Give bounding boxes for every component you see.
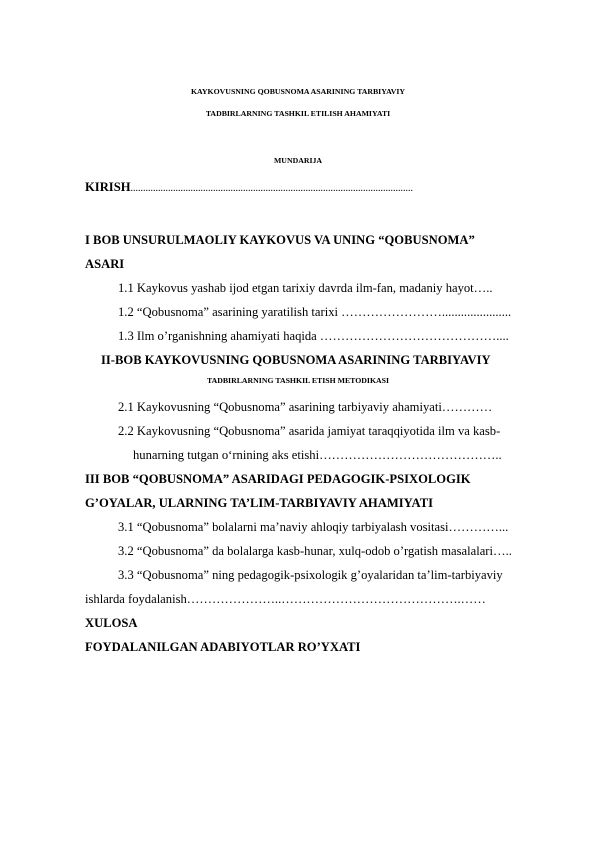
toc-item-3-1: 3.1 “Qobusnoma” bolalarni ma’naviy ahloqiy tarbiyalash vositasi…………... <box>118 520 509 534</box>
toc-item-2-2-line-2: hunarning tutgan o‘rnining aks etishi…………………………………….. <box>133 448 502 462</box>
toc-item-3-2: 3.2 “Qobusnoma” da bolalarga kasb-hunar, xulq-odob o’rgatish masalalari….. <box>118 544 512 558</box>
intro-entry <box>85 181 413 194</box>
toc-item-2-2-line-1: 2.2 Kaykovusning “Qobusnoma” asarida jamiyat taraqqiyotida ilm va kasb- <box>118 424 501 438</box>
chapter1-title-line-2: ASARI <box>85 257 125 271</box>
references-entry: FOYDALANILGAN ADABIYOTLAR RO’YXATI <box>85 640 361 654</box>
chapter2-title-line-1: II-BOB KAYKOVUSNING QOBUSNOMA ASARINING TARBIYAVIY <box>101 353 491 367</box>
toc-item-1-3: 1.3 Ilm o’rganishning ahamiyati haqida …………………………………….... <box>118 329 509 343</box>
toc-item-2-1: 2.1 Kaykovusning “Qobusnoma” asarining tarbiyaviy ahamiyati………… <box>118 400 493 414</box>
intro-dots: ................................................................................................................. <box>130 183 413 194</box>
toc-item-1-2: 1.2 “Qobusnoma” asarining yaratilish tarixi ……………………...................... <box>118 305 512 319</box>
chapter1-title-line-1: I BOB UNSURULMAOLIY KAYKOVUS VA UNING “QOBUSNOMA” <box>85 233 475 247</box>
toc-item-3-3-line-2: ishlarda foydalanish…………………..…………………………………….…… <box>85 592 486 606</box>
chapter3-title-line-1: III BOB “QOBUSNOMA” ASARIDAGI PEDAGOGIK-PSIXOLOGIK <box>85 472 471 486</box>
toc-item-1-1: 1.1 Kaykovus yashab ijod etgan tarixiy davrda ilm-fan, madaniy hayot….. <box>118 281 493 295</box>
intro-title: KIRISH <box>85 180 131 194</box>
conclusion-entry: XULOSA <box>85 616 138 630</box>
chapter2-title-line-2: TADBIRLARNING TASHKIL ETISH METODIKASI <box>206 376 390 385</box>
chapter3-title-line-2: G’OYALAR, ULARNING TA’LIM-TARBIYAVIY AHAMIYATI <box>85 496 434 510</box>
toc-item-3-3-line-1: 3.3 “Qobusnoma” ning pedagogik-psixologik g’oyalaridan ta’lim-tarbiyaviy <box>118 568 503 582</box>
title-line-1: KAYKOVUSNING QOBUSNOMA ASARINING TARBIYAVIY <box>190 87 406 96</box>
title-line-2: TADBIRLARNING TASHKIL ETILISH AHAMIYATI <box>205 109 391 118</box>
contents-heading: MUNDARIJA <box>273 156 323 165</box>
